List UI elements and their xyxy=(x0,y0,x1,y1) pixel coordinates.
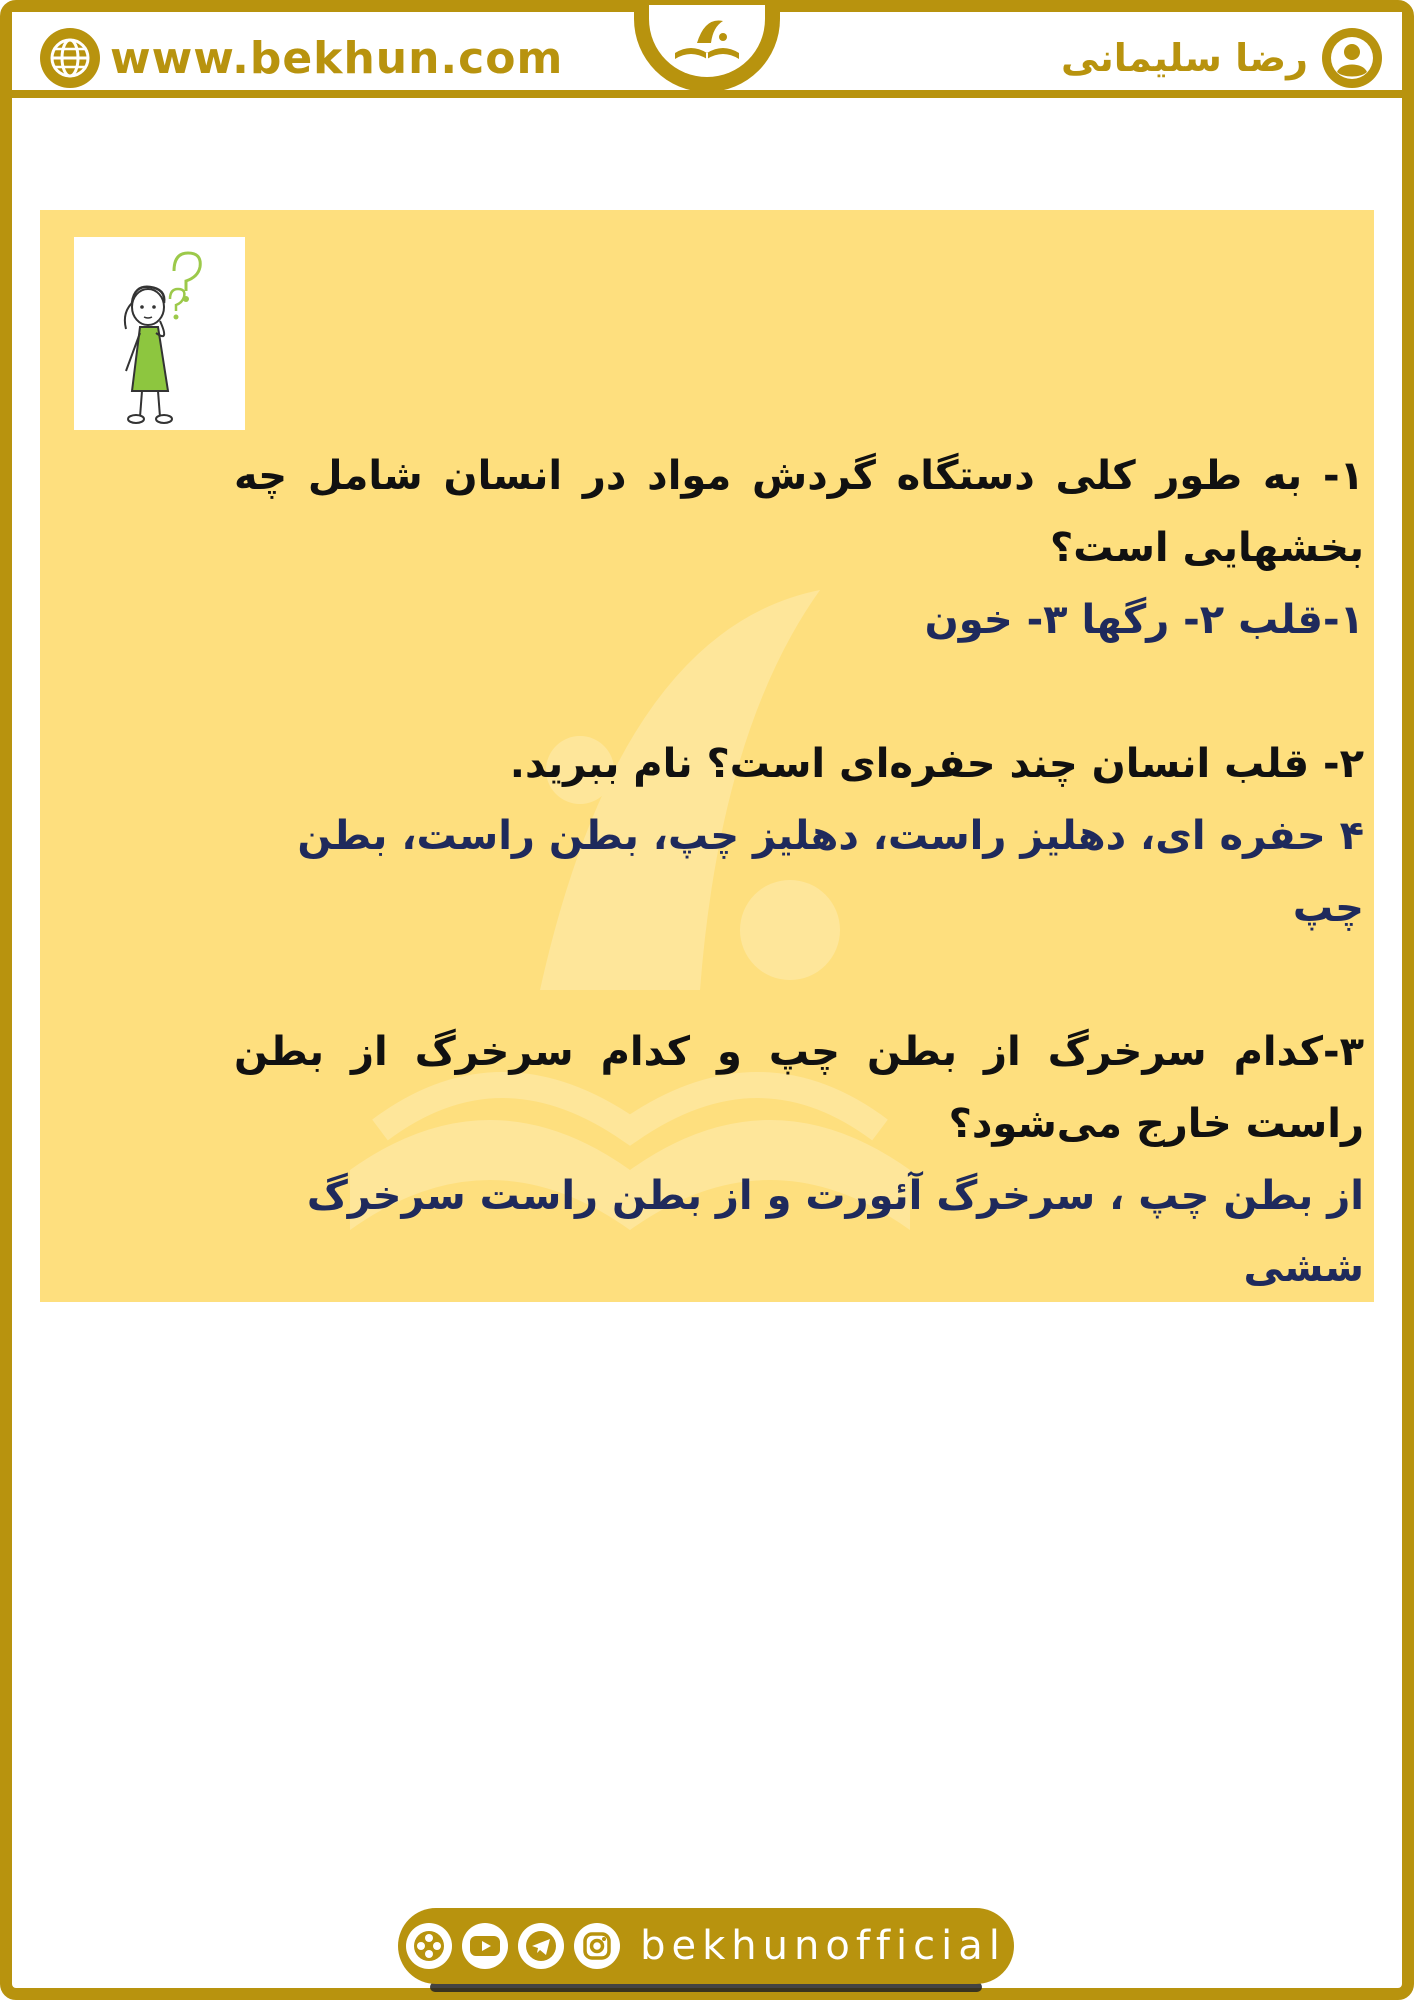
telegram-icon[interactable] xyxy=(518,1923,564,1969)
content-panel xyxy=(40,210,1374,1302)
answer-1: ۱-قلب ۲- رگها ۳- خون xyxy=(924,597,1364,643)
thinking-girl-illustration xyxy=(74,237,245,430)
instagram-icon[interactable] xyxy=(574,1923,620,1969)
book-logo-icon xyxy=(649,5,765,77)
film-reel-icon[interactable] xyxy=(406,1923,452,1969)
question-3: ۳-کدام سرخرگ از بطن چپ و کدام سرخرگ از بطن راست خارج می‌شود؟ xyxy=(234,1029,1364,1147)
author-name: رضا سلیمانی xyxy=(1061,36,1308,80)
site-url[interactable]: www.bekhun.com xyxy=(110,32,564,84)
author-block xyxy=(1061,28,1382,88)
question-1: ۱- به طور کلی دستگاه گردش مواد در انسان شامل چه بخشهایی است؟ xyxy=(234,453,1364,571)
qa-text xyxy=(234,440,1364,1304)
question-2: ۲- قلب انسان چند حفره‌ای است؟ نام ببرید. xyxy=(509,741,1364,787)
answer-3: از بطن چپ ، سرخرگ آئورت و از بطن راست سرخرگ ششی xyxy=(306,1173,1364,1291)
globe-icon xyxy=(40,28,100,88)
site-link[interactable] xyxy=(40,28,563,88)
social-bar xyxy=(398,1908,1014,1984)
social-handle[interactable]: bekhunofficial xyxy=(640,1923,1006,1969)
user-icon xyxy=(1322,28,1382,88)
youtube-icon[interactable] xyxy=(462,1923,508,1969)
answer-2: ۴ حفره ای، دهلیز راست، دهلیز چپ، بطن راست، بطن چپ xyxy=(297,813,1364,931)
